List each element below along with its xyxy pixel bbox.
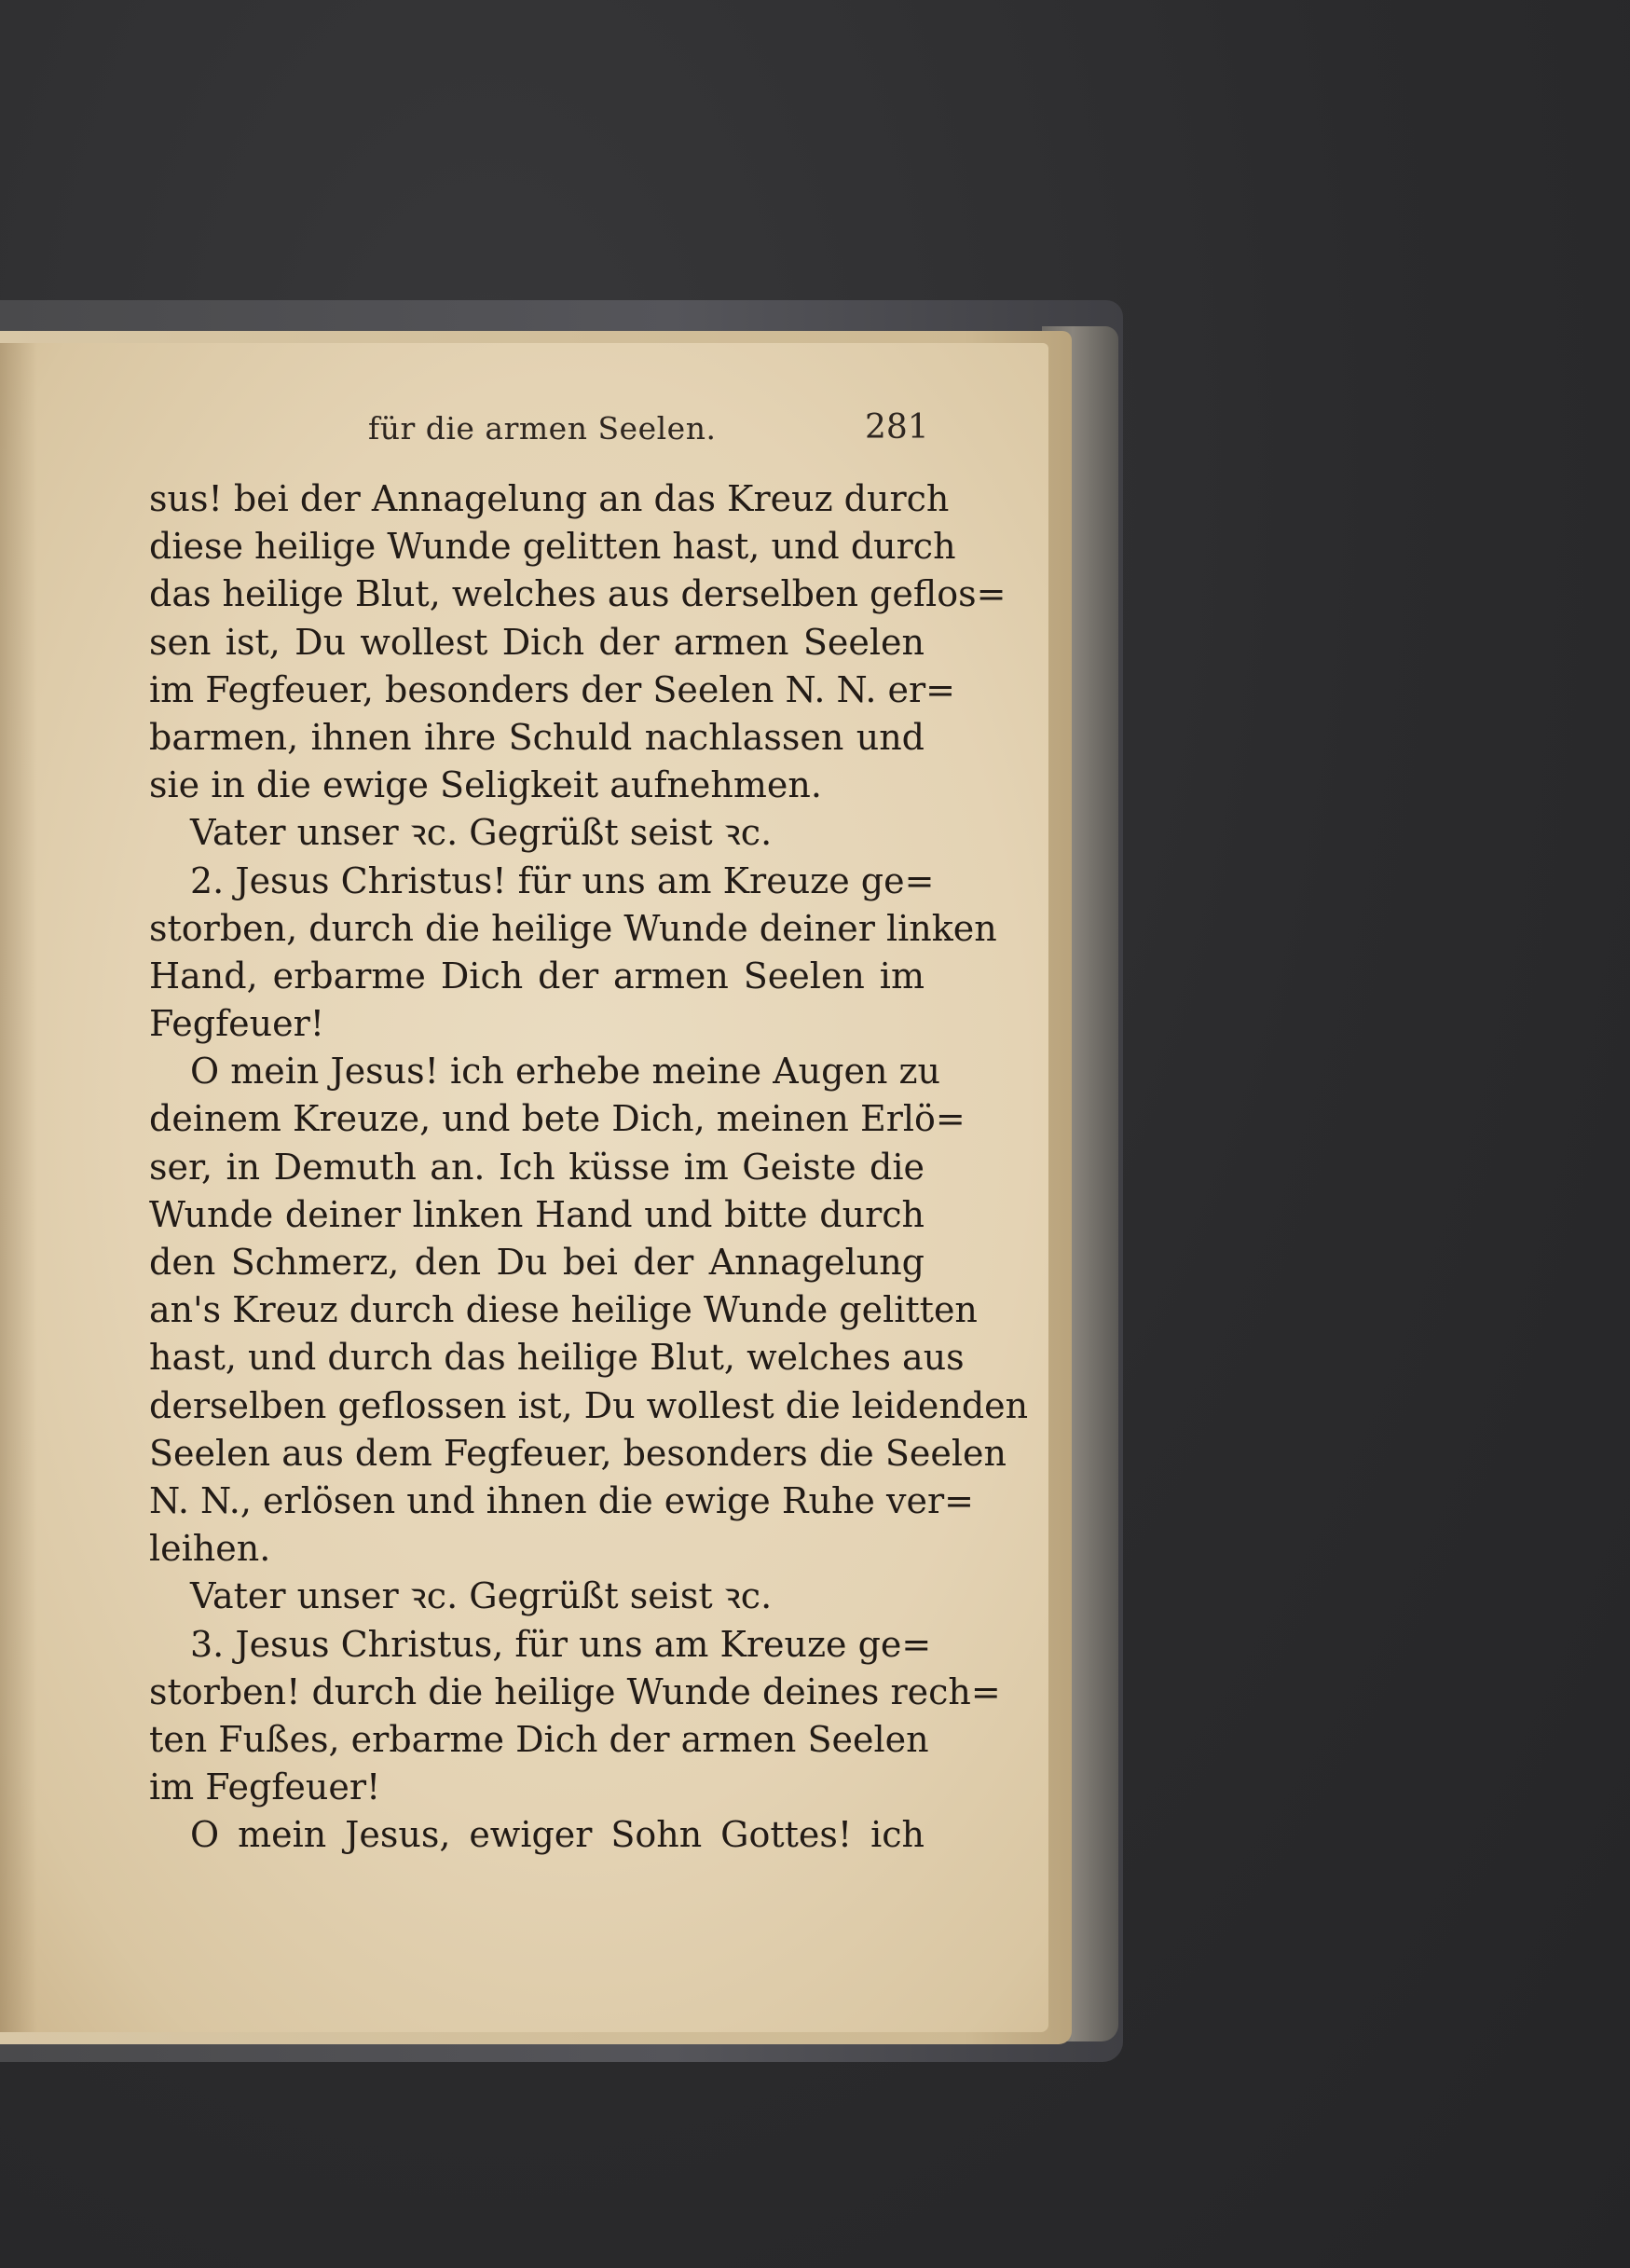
text-line: Seelen aus dem Fegfeuer, besonders die Seelen [149, 1432, 1007, 1474]
text-line: Fegfeuer! [149, 1003, 325, 1045]
body-text [149, 475, 1029, 1859]
text-line: Vater unser ꝛc. Gegrüßt seist ꝛc. [190, 1575, 773, 1617]
text-line: 3. Jesus Christus, für uns am Kreuze ge= [190, 1623, 932, 1665]
text-line: ser, in Demuth an. Ich küsse im Geiste die [149, 1146, 925, 1188]
text-line: im Fegfeuer! [149, 1766, 381, 1808]
running-title: für die armen Seelen. [368, 410, 717, 447]
text-line: 2. Jesus Christus! für uns am Kreuze ge= [190, 859, 935, 901]
text-line: Hand, erbarme Dich der armen Seelen im [149, 955, 925, 997]
page-number: 281 [865, 408, 929, 447]
text-line: O mein Jesus! ich erhebe meine Augen zu [190, 1051, 940, 1093]
text-line: im Fegfeuer, besonders der Seelen N. N. er= [149, 668, 955, 710]
text-line: deinem Kreuze, und bete Dich, meinen Erlö= [149, 1098, 966, 1140]
gutter-shadow [0, 343, 37, 2032]
text-line: diese heilige Wunde gelitten hast, und durch [149, 526, 956, 568]
text-line: das heilige Blut, welches aus derselben geflos= [149, 573, 1007, 615]
text-line: sie in die ewige Seligkeit aufnehmen. [149, 764, 822, 806]
text-line: Vater unser ꝛc. Gegrüßt seist ꝛc. [190, 812, 773, 854]
text-line: sus! bei der Annagelung an das Kreuz durch [149, 478, 950, 519]
text-line: sen ist, Du wollest Dich der armen Seelen [149, 621, 925, 663]
text-line: derselben geflossen ist, Du wollest die leidenden [149, 1384, 1029, 1426]
text-line: storben! durch die heilige Wunde deines rech= [149, 1670, 1001, 1712]
text-line: leihen. [149, 1528, 271, 1570]
text-line: Wunde deiner linken Hand und bitte durch [149, 1193, 925, 1235]
text-line: hast, und durch das heilige Blut, welches aus [149, 1337, 965, 1379]
text-line: N. N., erlösen und ihnen die ewige Ruhe ver= [149, 1479, 974, 1521]
text-line: den Schmerz, den Du bei der Annagelung [149, 1242, 925, 1283]
text-line: barmen, ihnen ihre Schuld nachlassen und [149, 716, 925, 758]
text-line: ten Fußes, erbarme Dich der armen Seelen [149, 1718, 929, 1760]
text-line: O mein Jesus, ewiger Sohn Gottes! ich [190, 1814, 925, 1856]
text-line: an's Kreuz durch diese heilige Wunde gelitten [149, 1289, 978, 1331]
text-line: storben, durch die heilige Wunde deiner linken [149, 907, 997, 949]
